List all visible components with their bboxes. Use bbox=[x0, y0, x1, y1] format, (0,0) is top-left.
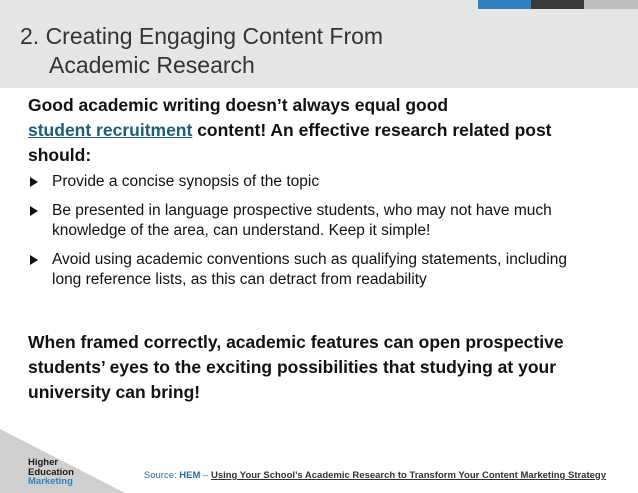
logo-line-education: Education bbox=[28, 466, 74, 478]
accent-stripe-gray bbox=[584, 0, 638, 9]
logo-line-higher: Higher bbox=[28, 457, 59, 468]
bullet-text: Be presented in language prospective students, who may not have much knowledge of the area, can understand. Keep it simple! bbox=[52, 202, 552, 239]
bullet-text: Avoid using academic conventions such as qualifying statements, including long reference lists, as this can detract from readability bbox=[52, 251, 567, 288]
bullet-text: Provide a concise synopsis of the topic bbox=[52, 173, 320, 190]
intro-paragraph bbox=[28, 93, 608, 168]
accent-stripe-dark bbox=[531, 0, 584, 9]
student-recruitment-link[interactable]: student recruitment bbox=[28, 120, 193, 140]
source-separator: – bbox=[200, 470, 211, 481]
slide-title bbox=[20, 22, 383, 80]
source-article-link[interactable]: Using Your School’s Academic Research to Transform Your Content Marketing Strategy bbox=[210, 470, 606, 481]
source-label: Source: bbox=[143, 470, 180, 481]
bullet-item bbox=[28, 201, 588, 241]
intro-text-before: Good academic writing doesn’t always equal good bbox=[28, 95, 449, 115]
source-citation bbox=[144, 470, 606, 481]
logo-line-marketing: Marketing bbox=[28, 476, 73, 487]
triangle-bullet-icon bbox=[30, 206, 38, 216]
title-banner bbox=[0, 0, 638, 88]
closing-statement: When framed correctly, academic features can open prospective students’ eyes to the exciting possibilities that studying at your university can bring! bbox=[28, 332, 564, 402]
bullet-item bbox=[28, 250, 588, 290]
triangle-bullet-icon bbox=[30, 255, 38, 265]
bullet-item bbox=[28, 172, 588, 192]
accent-stripe-blue bbox=[478, 0, 531, 9]
source-org: HEM bbox=[179, 470, 201, 481]
slide-title-line1: 2. Creating Engaging Content From bbox=[20, 23, 384, 49]
triangle-bullet-icon bbox=[30, 177, 38, 187]
bullet-list bbox=[28, 172, 588, 299]
hem-logo bbox=[28, 458, 74, 487]
slide-title-line2: Academic Research bbox=[49, 52, 255, 78]
intro-text-after: content! An effective research related post should: bbox=[28, 120, 552, 165]
